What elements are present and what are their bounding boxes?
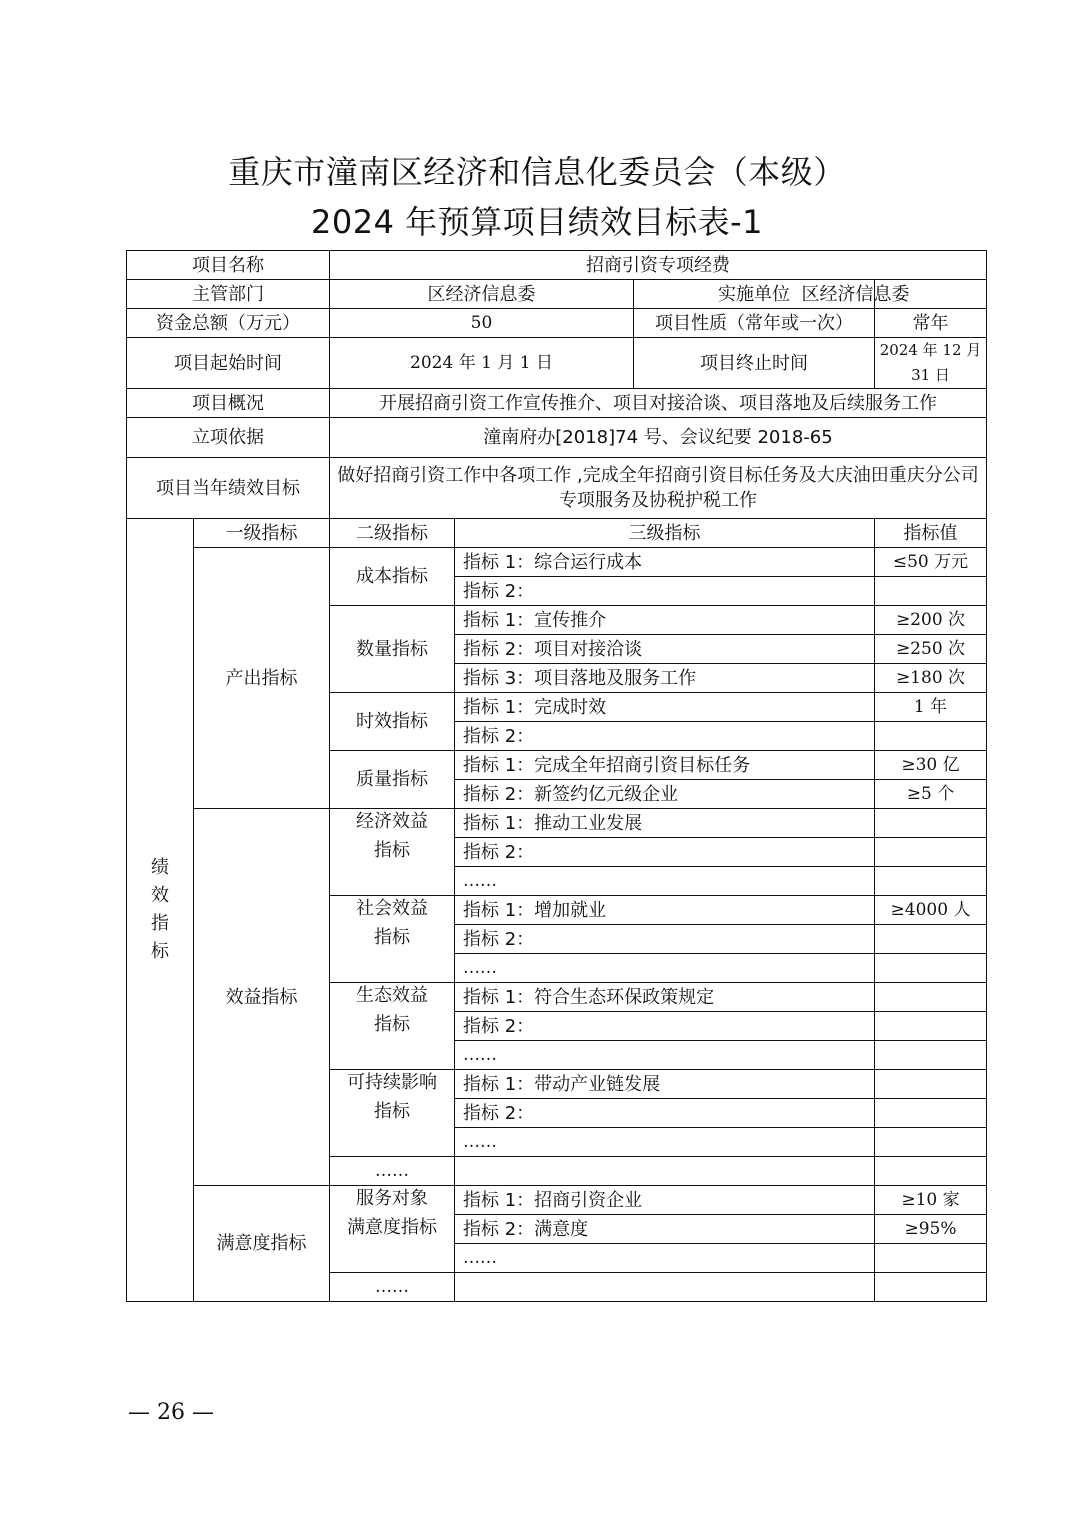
cost-i1: 指标 1：综合运行成本 xyxy=(455,548,875,577)
benefit-more: …… xyxy=(330,1157,455,1186)
goal-label: 项目当年绩效目标 xyxy=(127,458,330,519)
satisfaction-more: …… xyxy=(330,1273,455,1302)
cost-label: 成本指标 xyxy=(330,548,455,606)
end-value: 2024 年 12 月 31 日 xyxy=(875,338,987,389)
table-row xyxy=(127,458,987,519)
economic-more: …… xyxy=(455,867,875,896)
empty-value xyxy=(875,838,987,867)
sustainable-i2: 指标 2： xyxy=(455,1099,875,1128)
section-label-text: 绩效指标 xyxy=(151,857,169,962)
empty-value xyxy=(875,809,987,838)
table-row xyxy=(127,809,987,838)
service-label-a: 服务对象 xyxy=(356,1188,428,1209)
social-label xyxy=(330,896,455,983)
empty-value xyxy=(875,1244,987,1273)
dept-label: 主管部门 xyxy=(127,280,330,309)
quantity-i1: 指标 1：宣传推介 xyxy=(455,606,875,635)
quality-v1: ≥30 亿 xyxy=(875,751,987,780)
nature-value: 常年 xyxy=(875,309,987,338)
table-row xyxy=(127,338,987,389)
empty-value xyxy=(875,1099,987,1128)
service-label-b: 满意度指标 xyxy=(347,1217,437,1238)
service-more: …… xyxy=(455,1244,875,1273)
empty-value xyxy=(875,1012,987,1041)
service-label xyxy=(330,1186,455,1273)
quality-i1: 指标 1：完成全年招商引资目标任务 xyxy=(455,751,875,780)
ecological-i1: 指标 1：符合生态环保政策规定 xyxy=(455,983,875,1012)
sustainable-i1: 指标 1：带动产业链发展 xyxy=(455,1070,875,1099)
impl-value xyxy=(801,280,987,309)
empty-value xyxy=(875,954,987,983)
economic-i1: 指标 1：推动工业发展 xyxy=(455,809,875,838)
dept-value: 区经济信息委 xyxy=(330,280,634,309)
service-v2: ≥95% xyxy=(875,1215,987,1244)
sustainable-label-b: 指标 xyxy=(374,1101,410,1122)
quantity-v3: ≥180 次 xyxy=(875,664,987,693)
economic-i2: 指标 2： xyxy=(455,838,875,867)
table-row xyxy=(127,309,987,338)
project-name-label: 项目名称 xyxy=(127,251,330,280)
header-level1: 一级指标 xyxy=(194,519,330,548)
table-row xyxy=(127,418,987,458)
header-level2: 二级指标 xyxy=(330,519,455,548)
empty-cell xyxy=(455,1157,875,1186)
empty-cell xyxy=(455,1273,875,1302)
document-title-line2: 2024 年预算项目绩效目标表-1 xyxy=(310,203,764,241)
satisfaction-label: 满意度指标 xyxy=(194,1186,330,1302)
empty-value xyxy=(875,722,987,751)
table-row xyxy=(127,519,987,548)
output-label: 产出指标 xyxy=(194,548,330,809)
impl-label: 实施单位 xyxy=(634,280,875,309)
ecological-label-a: 生态效益 xyxy=(356,985,428,1006)
quality-label: 质量指标 xyxy=(330,751,455,809)
empty-value xyxy=(875,1128,987,1157)
table-row xyxy=(127,548,987,577)
quality-i2: 指标 2：新签约亿元级企业 xyxy=(455,780,875,809)
empty-value xyxy=(875,925,987,954)
sustainable-label xyxy=(330,1070,455,1157)
fund-value: 50 xyxy=(330,309,634,338)
overview-value: 开展招商引资工作宣传推介、项目对接洽谈、项目落地及后续服务工作 xyxy=(330,389,987,418)
empty-value xyxy=(875,1041,987,1070)
social-label-b: 指标 xyxy=(374,927,410,948)
nature-label: 项目性质（常年或一次） xyxy=(634,309,875,338)
empty-value xyxy=(875,983,987,1012)
ecological-label xyxy=(330,983,455,1070)
timeliness-i1: 指标 1：完成时效 xyxy=(455,693,875,722)
quantity-v2: ≥250 次 xyxy=(875,635,987,664)
quantity-i3: 指标 3：项目落地及服务工作 xyxy=(455,664,875,693)
start-value: 2024 年 1 月 1 日 xyxy=(330,338,634,389)
section-label xyxy=(127,519,194,1302)
quantity-i2: 指标 2：项目对接洽谈 xyxy=(455,635,875,664)
service-i1: 指标 1：招商引资企业 xyxy=(455,1186,875,1215)
economic-label-b: 指标 xyxy=(374,840,410,861)
quantity-label: 数量指标 xyxy=(330,606,455,693)
fund-label: 资金总额（万元） xyxy=(127,309,330,338)
header-value: 指标值 xyxy=(875,519,987,548)
impl-value-text: 区经济信息委 xyxy=(801,283,910,305)
benefit-label: 效益指标 xyxy=(194,809,330,1186)
empty-value xyxy=(875,1070,987,1099)
overview-label: 项目概况 xyxy=(127,389,330,418)
document-title-line1: 重庆市潼南区经济和信息化委员会（本级） xyxy=(228,153,846,191)
sustainable-more: …… xyxy=(455,1128,875,1157)
service-v1: ≥10 家 xyxy=(875,1186,987,1215)
table-row xyxy=(127,1186,987,1215)
timeliness-v1: 1 年 xyxy=(875,693,987,722)
economic-label xyxy=(330,809,455,896)
economic-label-a: 经济效益 xyxy=(356,811,428,832)
social-i2: 指标 2： xyxy=(455,925,875,954)
quantity-v1: ≥200 次 xyxy=(875,606,987,635)
basis-value: 潼南府办[2018]74 号、会议纪要 2018-65 xyxy=(330,418,987,458)
end-label: 项目终止时间 xyxy=(634,338,875,389)
ecological-i2: 指标 2： xyxy=(455,1012,875,1041)
page-number: — 26 — xyxy=(128,1400,214,1425)
ecological-label-b: 指标 xyxy=(374,1014,410,1035)
empty-value xyxy=(875,1273,987,1302)
project-name-value: 招商引资专项经费 xyxy=(330,251,987,280)
social-more: …… xyxy=(455,954,875,983)
empty-value xyxy=(875,1157,987,1186)
table-row xyxy=(127,251,987,280)
header-level3: 三级指标 xyxy=(455,519,875,548)
ecological-more: …… xyxy=(455,1041,875,1070)
start-label: 项目起始时间 xyxy=(127,338,330,389)
goal-value: 做好招商引资工作中各项工作 ,完成全年招商引资目标任务及大庆油田重庆分公司专项服务及协税护税工作 xyxy=(330,458,987,519)
timeliness-label: 时效指标 xyxy=(330,693,455,751)
cost-i2: 指标 2： xyxy=(455,577,875,606)
service-i2: 指标 2：满意度 xyxy=(455,1215,875,1244)
table-row xyxy=(127,389,987,418)
table-row xyxy=(127,280,987,309)
sustainable-label-a: 可持续影响 xyxy=(347,1072,437,1093)
empty-value xyxy=(875,577,987,606)
empty-value xyxy=(875,867,987,896)
social-i1: 指标 1：增加就业 xyxy=(455,896,875,925)
basis-label: 立项依据 xyxy=(127,418,330,458)
social-label-a: 社会效益 xyxy=(356,898,428,919)
social-v1: ≥4000 人 xyxy=(875,896,987,925)
quality-v2: ≥5 个 xyxy=(875,780,987,809)
cost-v1: ≤50 万元 xyxy=(875,548,987,577)
performance-target-table xyxy=(126,250,987,1302)
timeliness-i2: 指标 2： xyxy=(455,722,875,751)
